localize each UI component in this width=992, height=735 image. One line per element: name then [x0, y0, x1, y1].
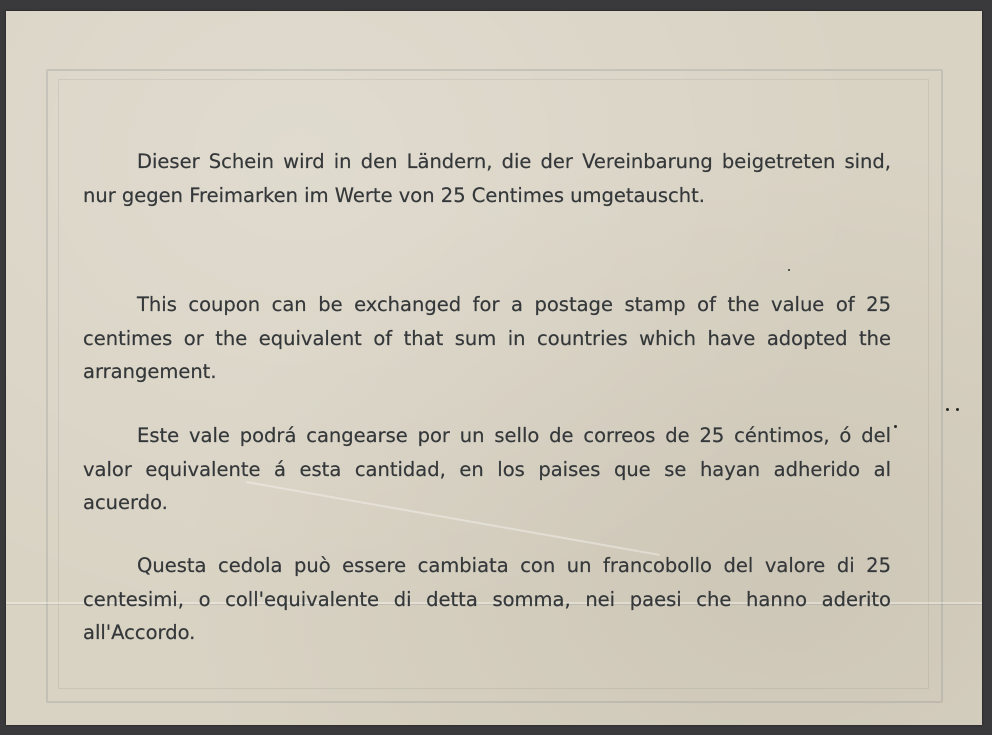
ink-speck: [894, 425, 897, 428]
spanish-text: Este vale podrá cangearse por un sello de correos de 25 céntimos, ó del valor equivalente á esta cantidad, en los paises que se hayan adherido al acuerdo.: [83, 424, 891, 514]
italian-text: Questa cedola può essere cambiata con un francobollo del valore di 25 centesimi, o coll'equivalente di detta somma, nei paesi che hanno aderito all'Accordo.: [83, 554, 891, 644]
ink-speck: [956, 408, 959, 411]
german-text: Dieser Schein wird in den Ländern, die der Vereinbarung beigetreten sind, nur gegen Freimarken im Werte von 25 Centimes umgetauscht.: [83, 150, 891, 207]
reply-coupon-back: [6, 11, 982, 725]
ink-speck: [946, 408, 949, 411]
ink-speck: [788, 269, 790, 271]
english-text: This coupon can be exchanged for a postage stamp of the value of 25 centimes or the equivalent of that sum in countries which have adopted the arrangement.: [83, 293, 891, 383]
